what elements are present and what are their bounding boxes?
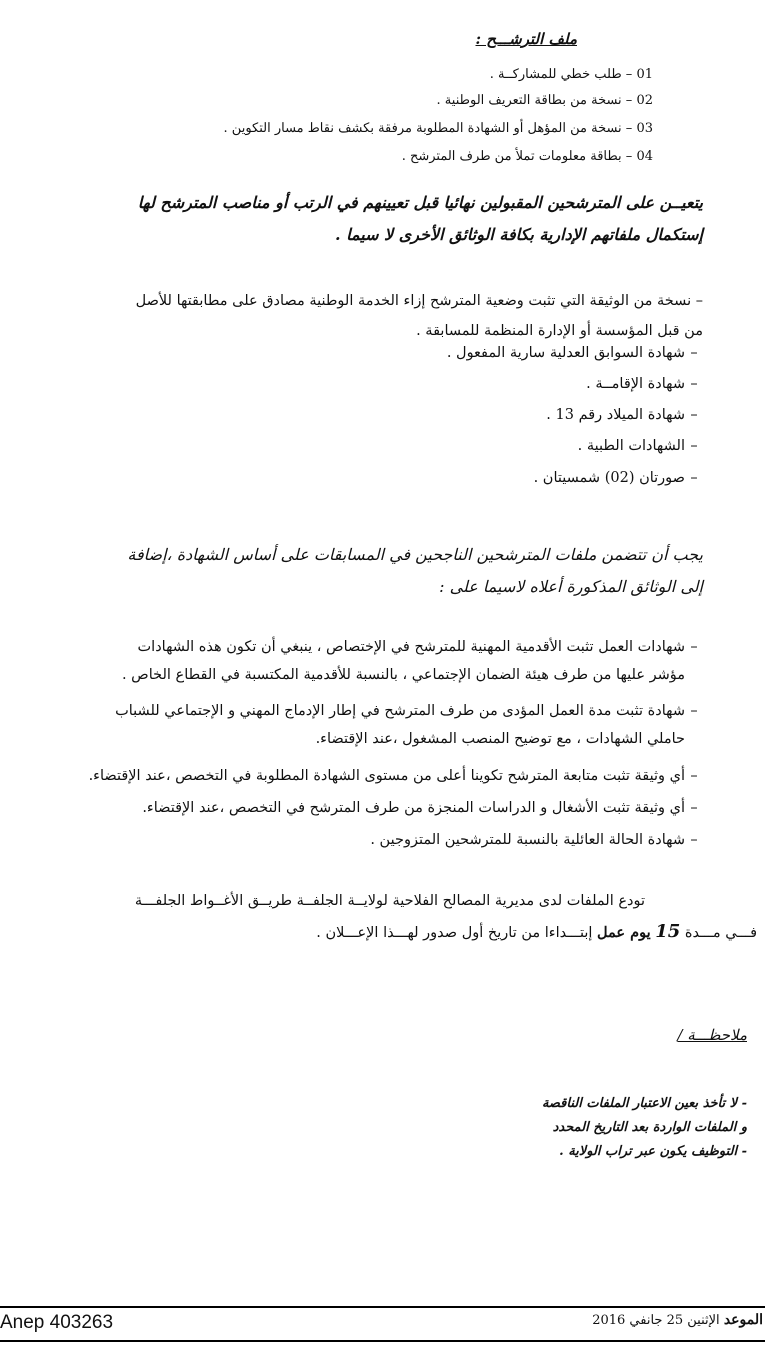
docs-first-line-1: – نسخة من الوثيقة التي تثبت وضعية المترشح إزاء الخدمة الوطنية مصادق على مطابقتها للأصل xyxy=(135,293,703,309)
dossier-item-number: 03 xyxy=(636,121,653,136)
extra-item-1 xyxy=(0,636,703,658)
dossier-item-03 xyxy=(93,118,653,139)
dossier-item-04 xyxy=(93,146,653,167)
extra-item-1-cont: مؤشر عليها من طرف هيئة الضمان الإجتماعي ، بالنسبة للأقدمية المكتسبة في القطاع الخاص . xyxy=(121,667,685,683)
extra-item-text: أي وثيقة تثبت الأشغال و الدراسات المنجزة من طرف المترشح في التخصص ،عند الإقتضاء. xyxy=(142,800,685,816)
dossier-item-number: 04 xyxy=(636,149,653,164)
extra-item-2 xyxy=(0,700,703,722)
extra-item-text: شهادات العمل تثبت الأقدمية المهنية للمترشح في الإختصاص ، ينبغي أن تكون هذه الشهادات xyxy=(137,639,685,655)
deposit-line-2 xyxy=(7,920,757,945)
note-line-3: - التوظيف يكون عبر تراب الولاية . xyxy=(559,1144,747,1159)
docs-item-text: شهادة الميلاد رقم 13 . xyxy=(546,407,685,423)
deposit-line-1: تودع الملفات لدى مديرية المصالح الفلاحية لولايــة الجلفــة طريــق الأغــواط الجلفـــة xyxy=(134,893,645,909)
deposit-working-days: يوم عمل xyxy=(597,924,651,941)
note-line-2: و الملفات الواردة بعد التاريخ المحدد xyxy=(552,1120,747,1135)
dash-bullet: – xyxy=(690,407,698,423)
dossier-item-02 xyxy=(93,90,653,111)
deposit-text: إبتـــداءا من تاريخ أول صدور لهـــذا الإعـــلان . xyxy=(316,925,593,941)
footer-date-label: الموعد xyxy=(723,1312,763,1328)
footer-anep-ref: Anep 403263 xyxy=(0,1312,114,1333)
docs-item-text: شهادة السوابق العدلية سارية المفعول . xyxy=(446,345,685,361)
extra-item-text: شهادة الحالة العائلية بالنسبة للمترشحين المتزوجين . xyxy=(370,832,685,848)
deposit-days-number: 15 xyxy=(655,921,681,942)
extra-item-2-cont: حاملي الشهادات ، مع توضيح المنصب المشغول ،عند الإقتضاء. xyxy=(315,731,685,747)
docs-item xyxy=(303,373,703,395)
dossier-item-text: – طلب خطي للمشاركــة . xyxy=(489,67,633,82)
dash-bullet: – xyxy=(690,376,698,392)
dash-bullet: – xyxy=(690,800,698,816)
extra-item-3 xyxy=(0,765,703,787)
extra-item-text: شهادة تثبت مدة العمل المؤدى من طرف المترشح في إطار الإدماج المهني و الإجتماعي للشباب xyxy=(115,703,685,719)
dossier-item-number: 01 xyxy=(636,67,653,82)
extra-item-4 xyxy=(0,797,703,819)
footer-top-rule xyxy=(0,1306,765,1308)
dash-bullet: – xyxy=(690,438,698,454)
deposit-text: فـــي مـــدة xyxy=(684,925,757,941)
dossier-item-text: – بطاقة معلومات تملأ من طرف المترشح . xyxy=(401,149,633,164)
dash-bullet: – xyxy=(690,768,698,784)
footer-date-value: الإثنين 25 جانفي 2016 xyxy=(592,1313,720,1328)
accepted-line-1: يتعيــن على المترشحين المقبولين نهائيا قبل تعيينهم في الرتب أو مناصب المترشح لها xyxy=(137,193,703,212)
dash-bullet: – xyxy=(690,470,698,486)
footer-bottom-rule xyxy=(0,1340,765,1342)
dash-bullet: – xyxy=(690,639,698,655)
dash-bullet: – xyxy=(690,703,698,719)
docs-first-line-2: من قبل المؤسسة أو الإدارة المنظمة للمسابقة . xyxy=(416,323,703,339)
docs-item-text: الشهادات الطبية . xyxy=(577,438,685,454)
docs-item xyxy=(303,342,703,364)
docs-item xyxy=(303,404,703,426)
dossier-item-text: – نسخة من بطاقة التعريف الوطنية . xyxy=(436,93,633,108)
docs-item xyxy=(303,467,703,489)
docs-item-text: صورتان (02) شمسيتان . xyxy=(533,470,685,486)
docs-item-text: شهادة الإقامــة . xyxy=(586,376,685,392)
dash-bullet: – xyxy=(690,345,698,361)
extra-item-5 xyxy=(0,829,703,851)
extra-item-text: أي وثيقة تثبت متابعة المترشح تكوينا أعلى من مستوى الشهادة المطلوبة في التخصص ،عند الإقتضاء. xyxy=(88,768,685,784)
accepted-line-2: إستكمال ملفاتهم الإدارية بكافة الوثائق الأخرى لا سيما . xyxy=(334,225,703,244)
successful-line-2: إلى الوثائق المذكورة أعلاه لاسيما على : xyxy=(439,577,703,596)
docs-item xyxy=(303,435,703,457)
dash-bullet: – xyxy=(690,832,698,848)
dossier-item-01 xyxy=(93,64,653,85)
dossier-item-text: – نسخة من المؤهل أو الشهادة المطلوبة مرفقة بكشف نقاط مسار التكوين . xyxy=(223,121,633,136)
successful-line-1: يجب أن تتضمن ملفات المترشحين الناجحين في المسابقات على أساس الشهادة ،إضافة xyxy=(127,545,703,564)
note-line-1: - لا تأخذ بعين الاعتبار الملفات الناقصة xyxy=(541,1096,747,1111)
note-heading: ملاحظـــة / xyxy=(677,1026,747,1044)
dossier-heading: ملف الترشـــح : xyxy=(475,30,577,48)
dossier-item-number: 02 xyxy=(636,93,653,108)
footer-date xyxy=(592,1312,763,1328)
